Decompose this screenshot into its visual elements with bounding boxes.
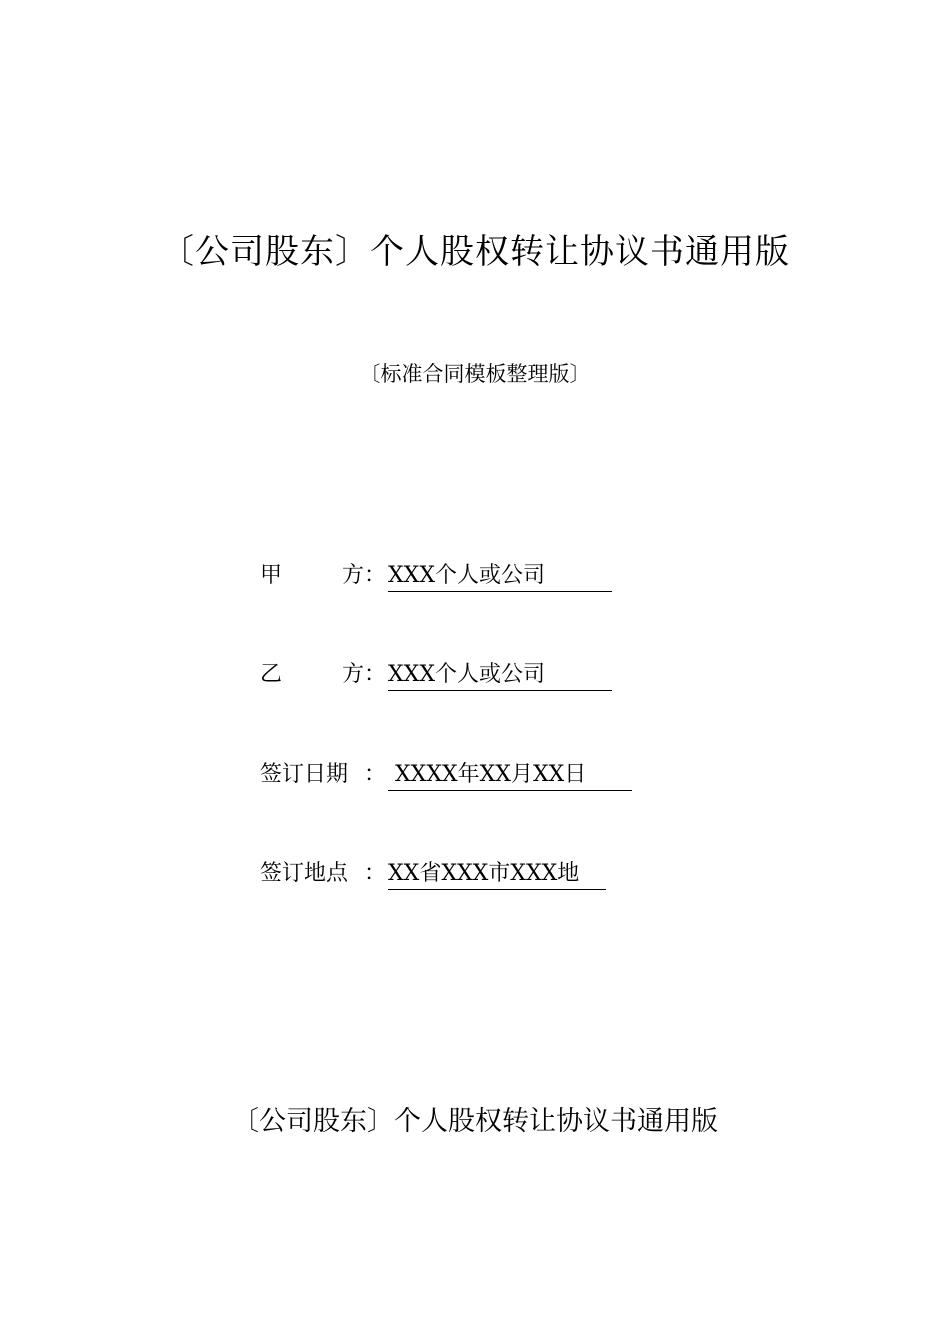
party-b-field — [260, 657, 612, 693]
party-a-label — [260, 558, 364, 594]
signing-date-value: XXXX年XX月XX日 — [388, 760, 632, 791]
party-a-colon: ： — [364, 563, 387, 588]
signing-date-label: 签订日期 — [260, 762, 349, 787]
party-b-label — [260, 657, 364, 693]
document-subtitle: 〔标准合同模板整理版〕 — [359, 362, 591, 386]
party-b-colon: ： — [364, 662, 387, 687]
document-title: 〔公司股东〕个人股权转让协议书通用版 — [160, 232, 790, 272]
signing-place-colon: ： — [364, 861, 387, 886]
party-a-field — [260, 558, 612, 594]
party-b-label-last: 方 — [341, 662, 364, 687]
party-a-value: XXX个人或公司 — [388, 561, 612, 592]
party-a-label-first: 甲 — [260, 563, 283, 588]
party-b-value: XXX个人或公司 — [388, 660, 612, 691]
signing-place-field — [260, 856, 606, 892]
signing-place-value: XX省XXX市XXX地 — [388, 859, 606, 890]
party-b-label-first: 乙 — [260, 662, 283, 687]
footer-title: 〔公司股东〕个人股权转让协议书通用版 — [232, 1106, 718, 1137]
signing-date-field — [260, 757, 632, 793]
signing-date-colon: ： — [364, 762, 387, 787]
party-a-label-last: 方 — [341, 563, 364, 588]
signing-place-label: 签订地点 — [260, 861, 349, 886]
